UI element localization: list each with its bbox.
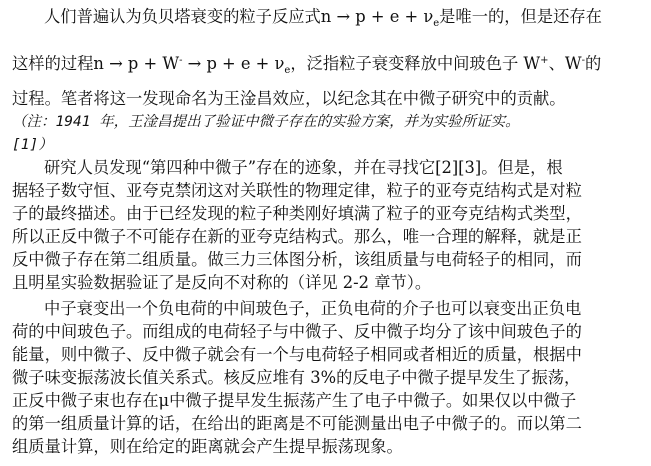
text-span: 是唯一的，但是还存在 [439,7,602,26]
text-line [44,298,581,320]
text-line [12,249,582,271]
equation-superscript: - [179,55,183,66]
text-span: 能量，则中微子、反中微子就会有一个与电荷轻子相同或者相近的质量，根据中 [12,345,582,364]
superscript: - [581,55,585,66]
text-span: ，泛指粒子衰变释放中间玻色子 W [290,54,541,73]
text-line [12,226,582,248]
text-line [12,390,576,412]
superscript: + [540,55,549,66]
text-line [12,321,582,343]
note-line [12,134,53,156]
text-span: 人们普遍认为负贝塔衰变的粒子反应式 [44,7,321,26]
note-text: （注：1941 年，王淦昌提出了验证中微子存在的实验方案，并为实验所证实。 [12,114,520,130]
text-line [12,272,431,294]
text-span: 的第一组质量计算的话，在给出的距离是不可能测量出电子中微子的。而以第二 [12,414,582,433]
text-line [12,413,582,435]
equation-text: n → p + e + ν [320,7,434,26]
decay-equation-1 [320,7,440,29]
text-line [44,157,563,179]
text-span: 的 [584,54,602,73]
text-line [44,6,602,35]
text-span: 据轻子数守恒、亚夸克禁闭这对关联性的物理定律，粒子的亚夸克结构式是对粒 [12,181,582,200]
text-span: 微子味变振荡波长值关系式。核反应堆有 3%的反电子中微子提早发生了振荡， [12,368,581,387]
text-span: 这样的过程 [12,54,94,73]
text-span: 研究人员发现“第四种中微子”存在的迹象，并在寻找它[2][3]。但是，根 [44,158,563,177]
text-span: 、W [548,54,582,73]
text-span: 组质量计算，则在给定的距离就会产生提早振荡现象。 [12,437,403,456]
text-span: 子的最终描述。由于已经发现的粒子种类刚好填满了粒子的亚夸克结构式类型， [12,204,582,223]
text-span: 正反中微子束也存在μ中微子提早发生振荡产生了电子中微子。如果仅以中微子 [12,391,577,410]
note-line [12,111,520,133]
text-line [12,436,403,458]
text-span: 荷的中间玻色子。而组成的电荷轻子与中微子、反中微子均分了该中间玻色子的 [12,322,582,341]
text-line [12,50,601,82]
note-text: [1]） [12,137,53,153]
text-line [12,344,582,366]
text-span: 中子衰变出一个负电荷的中间玻色子，正负电荷的介子也可以衰变出正负电 [44,299,582,318]
text-line [12,180,582,202]
text-line [12,88,566,110]
equation-text: → p + e + ν [182,54,285,73]
text-span: 反中微子存在第二组质量。做三力三体图分析，该组质量与电荷轻子的相同，而 [12,250,582,269]
equation-subscript: e [433,18,440,29]
text-span: 且明星实验数据验证了是反向不对称的（详见 2-2 章节）。 [12,273,432,292]
decay-equation-2 [93,54,291,76]
text-line [12,367,580,389]
text-span: 所以正反中微子不可能存在新的亚夸克结构式。那么，唯一合理的解释，就是正 [12,227,582,246]
text-span: 过程。笔者将这一发现命名为王淦昌效应，以纪念其在中微子研究中的贡献。 [12,89,566,108]
equation-subscript: e [284,65,291,76]
equation-text: n → p + W [93,54,180,73]
text-line [12,203,582,225]
